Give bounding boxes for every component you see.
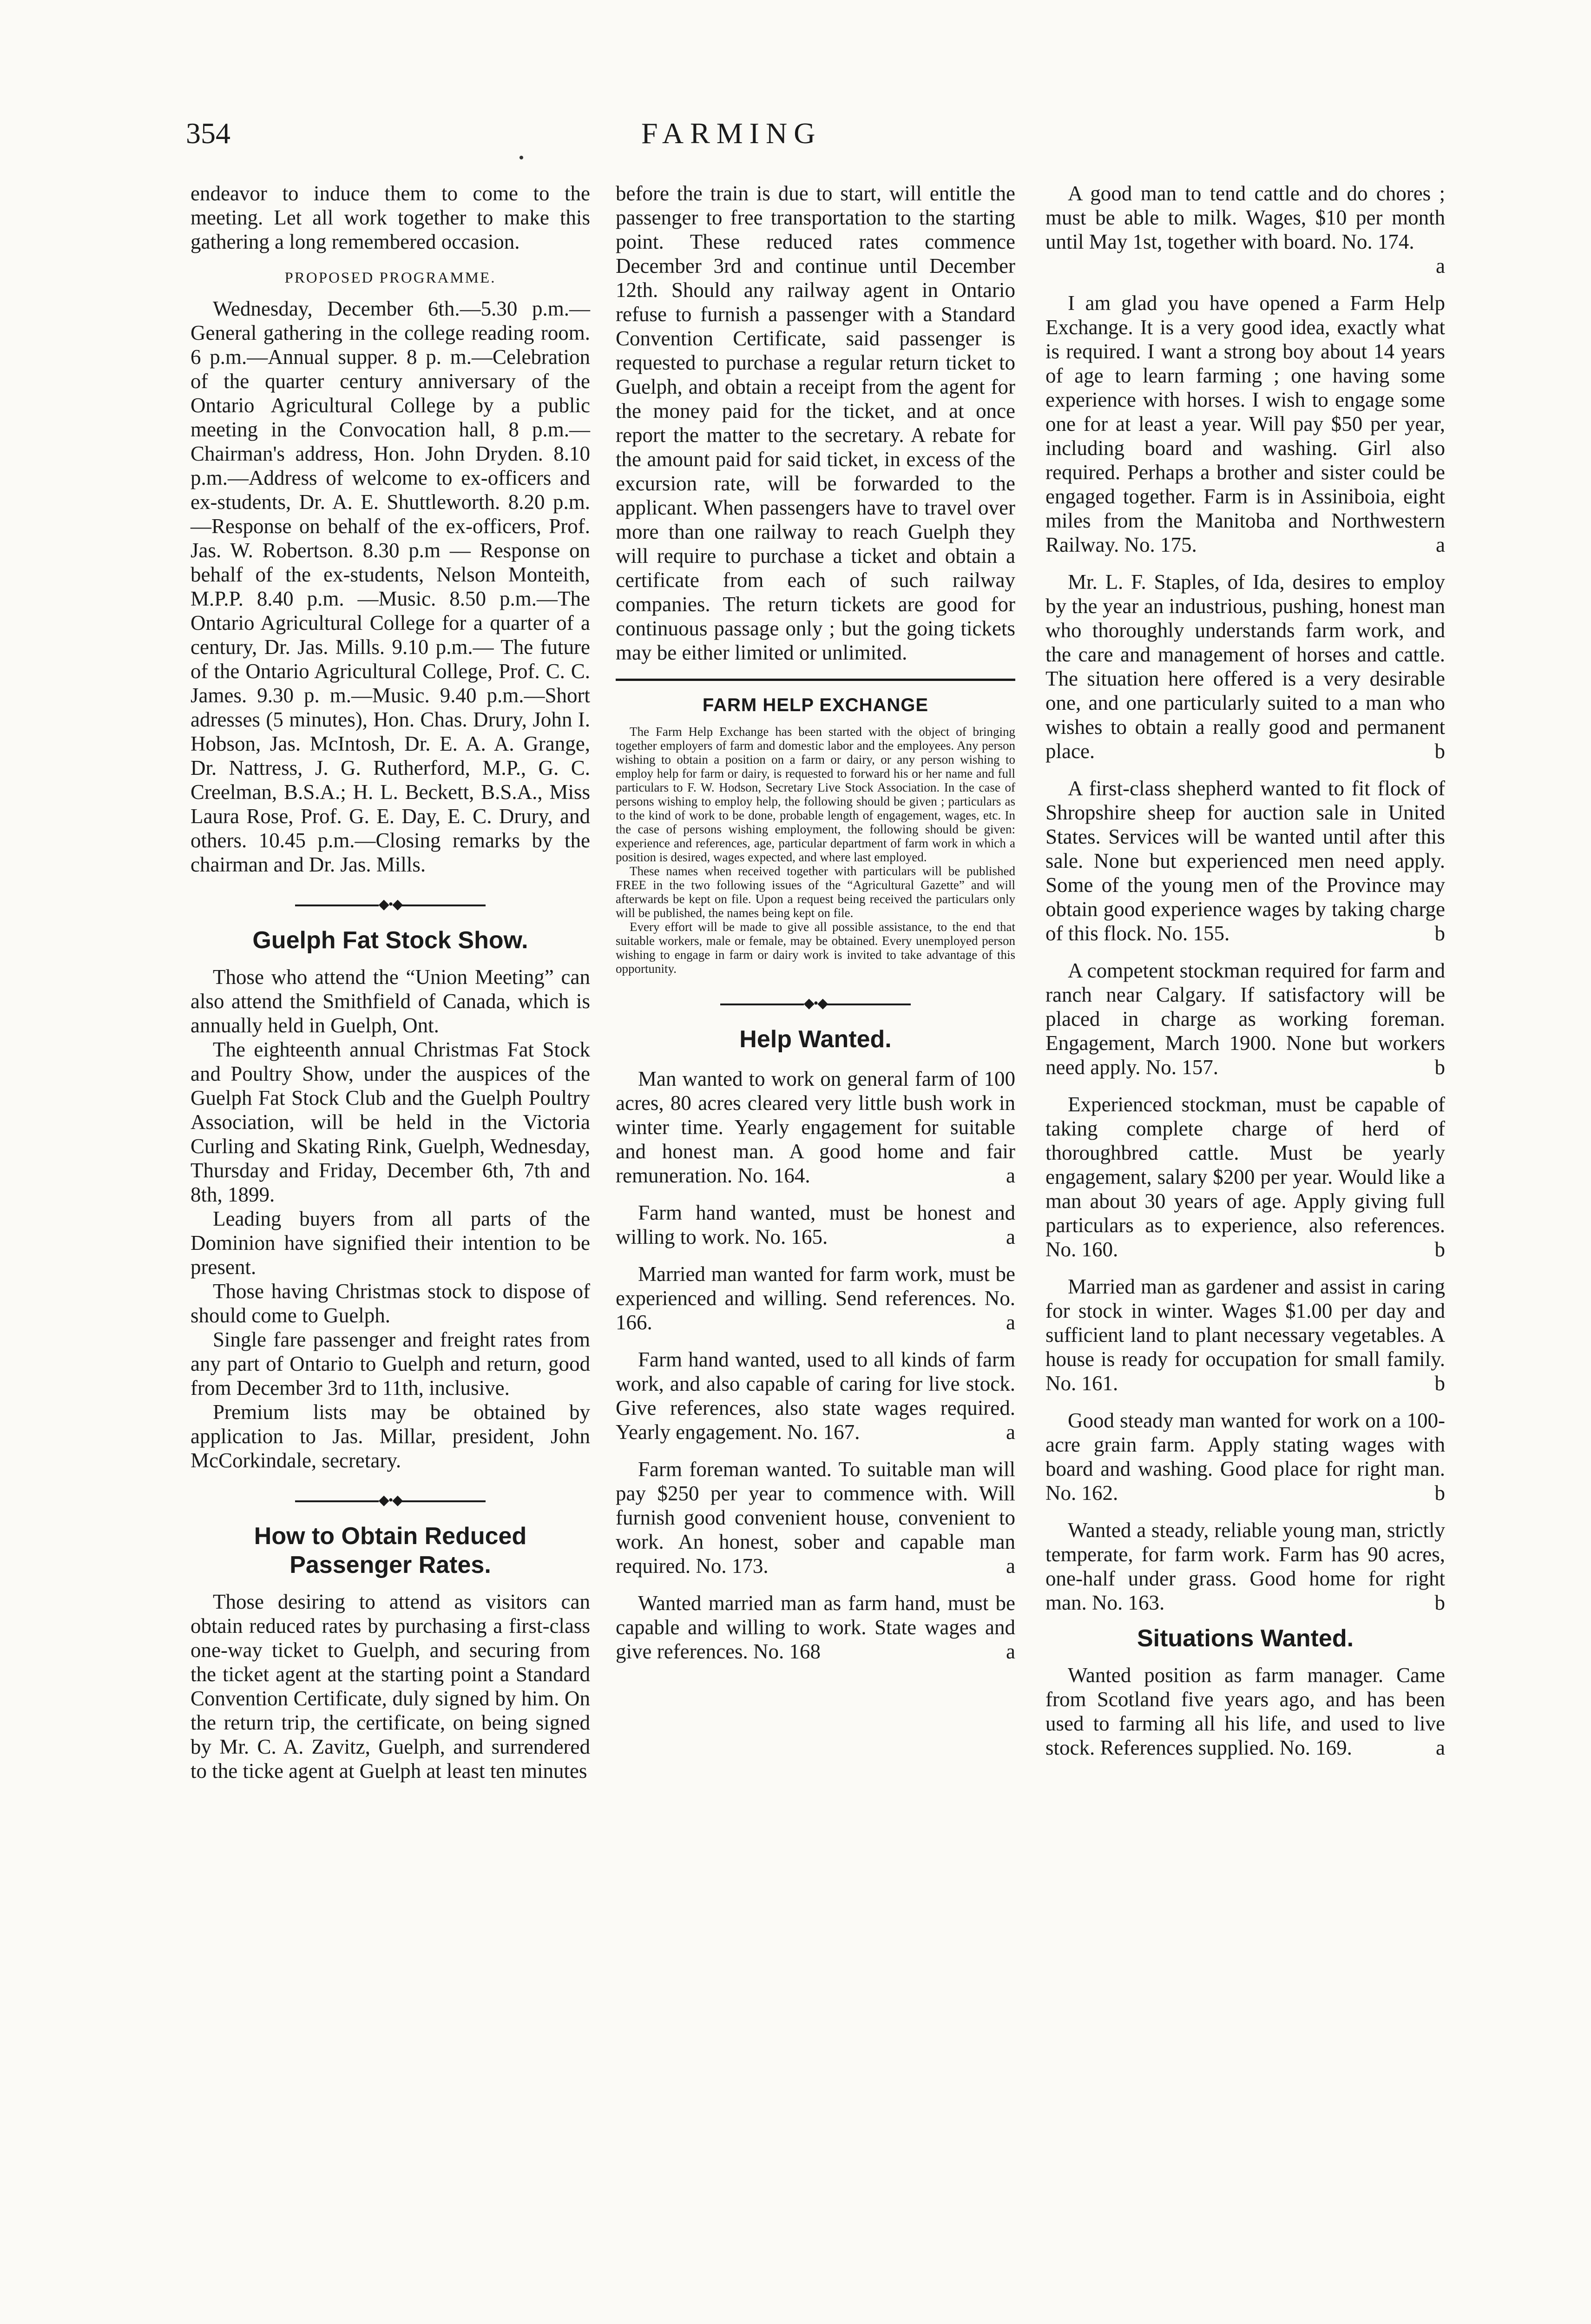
ad-item: Farm foreman wanted. To suitable man will pay $250 per year to commence with. Will furnish good convenient house, convenient to work. An honest, sober and capable man required. No. 173. a bbox=[616, 1458, 1015, 1578]
ad-code: b bbox=[1434, 1056, 1445, 1079]
exchange-title: FARM HELP EXCHANGE bbox=[702, 695, 929, 715]
ad-item: Experienced stockman, must be capable of taking complete charge of herd of thoroughbred cattle. Must be yearly engagement, salary $200 per year. Would like a man about 30 years of age. Apply giving full particulars as to experience, also references. No. 160. b bbox=[1045, 1093, 1445, 1261]
guelph-paragraph: The eighteenth annual Christmas Fat Stock and Poultry Show, under the auspices of the Guelph Fat Stock Club and the Guelph Poultry Association, will be held in the Victoria Curling and Skating Rink, Guelph, Wednesday, Thursday and Friday, December 6th, 7th and 8th, 1899. bbox=[191, 1038, 590, 1206]
ad-item: Farm hand wanted, used to all kinds of farm work, and also capable of caring for live stock. Give references, also state wages required. Yearly engagement. No. 167. a bbox=[616, 1348, 1015, 1444]
ad-code: a bbox=[1436, 254, 1445, 277]
exchange-paragraph: The Farm Help Exchange has been started with the object of bringing together employers of farm and domestic labor and the employees. Any person wishing to obtain a position on a farm or dairy, or any person wishing to employ help for farm or dairy, is requested to forward his or her name and full particulars to F. W. Hodson, Secretary Live Stock Association. In the case of persons wishing to employ help, the following should be given ; particulars as to the kind of work to be done, probable length of engagement, wages, etc. In the case of persons wishing employment, the following should be given: experience and references, age, particular department of farm work in which a position is desired, wages expected, and where last employed. bbox=[616, 725, 1015, 864]
guelph-paragraph: Single fare passenger and freight rates from any part of Ontario to Guelph and return, good from December 3rd to 11th, inclusive. bbox=[191, 1328, 590, 1400]
ad-code: a bbox=[1436, 533, 1445, 556]
programme-text: Wednesday, December 6th.—5.30 p.m.—General gathering in the college reading room. 6 p.m.—Annual supper. 8 p. m.—Celebration of the quarter century anniversary of the Ontario Agricultural College by a public meeting in the Convocation hall, 8 p.m.—Chairman's address, Hon. John Dryden. 8.10 p.m.—Address of welcome to ex-officers and ex-students, Dr. A. E. Shuttleworth. 8.20 p.m.—Response on behalf of the ex-officers, Prof. Jas. W. Robertson. 8.30 p.m — Response on behalf of the ex-students, Nelson Monteith, M.P.P. 8.40 p.m. —Music. 8.50 p.m.—The Ontario Agricultural College for a quarter of a century, Dr. Jas. Mills. 9.10 p.m.— The future of the Ontario Agricultural College, Prof. C. C. James. 9.30 p. m.—Music. 9.40 p.m.—Short adresses (5 minutes), Hon. Chas. Drury, John I. Hobson, Jas. McIntosh, Dr. E. A. A. Grange, Dr. Nattress, J. G. Rutherford, M.P., G. C. Creelman, B.S.A.; H. L. Beckett, B.S.A., Miss Laura Rose, Prof. G. E. Day, E. C. Drury, and others. 10.45 p.m.—Closing remarks by the chairman and Dr. Jas. Mills. bbox=[191, 297, 590, 876]
column-3 bbox=[1045, 181, 1445, 1760]
rates-continued: before the train is due to start, will entitle the passenger to free transportation to the starting point. These reduced rates commence December 3rd and continue until December 12th. Should any railway agent in Ontario refuse to furnish a passenger with a Standard Convention Certificate, said passenger is requested to purchase a regular return ticket to Guelph, and obtain a receipt from the agent for the money paid for the ticket, and at once report the matter to the secretary. A rebate for the amount paid for said ticket, in excess of the excursion rate, will be forwarded to the applicant. When passengers have to travel over more than one railway to reach Guelph they will require to purchase a ticket and obtain a certificate from each of such railway companies. The return tickets are good for continuous passage only ; but the going tickets may be either limited or unlimited. bbox=[616, 182, 1015, 664]
ad-item: I am glad you have opened a Farm Help Exchange. It is a very good idea, exactly what is required. I want a strong boy about 14 years of age to learn farming ; one having some experience with horses. I wish to engage some one for at least a year. Will pay $50 per year, including board and washing. Girl also required. Perhaps a brother and sister could be engaged together. Farm is in Assiniboia, eight miles from the Manitoba and Northwestern Railway. No. 175. a bbox=[1045, 291, 1445, 556]
exchange-notice bbox=[616, 725, 1015, 976]
ad-item: Good steady man wanted for work on a 100-acre grain farm. Apply stating wages with board and washing. Good place for right man. No. 162. b bbox=[1045, 1409, 1445, 1505]
ad-code: b bbox=[1434, 1372, 1445, 1395]
ad-item: A first-class shepherd wanted to fit flock of Shropshire sheep for auction sale in United States. Services will be wanted until after this sale. None but experienced men need apply. Some of the young men of the Province may obtain good experience wages by taking charge of this flock. No. 155. b bbox=[1045, 777, 1445, 945]
ornament-divider: ◆•◆ bbox=[191, 1488, 590, 1512]
guelph-paragraph: Those having Christmas stock to dispose of should come to Guelph. bbox=[191, 1280, 590, 1327]
column-2 bbox=[616, 181, 1015, 1664]
column-1 bbox=[191, 181, 590, 1783]
help-wanted-title: Help Wanted. bbox=[739, 1026, 892, 1053]
ornament-divider: ◆•◆ bbox=[191, 892, 590, 917]
ad-code: a bbox=[1006, 1640, 1015, 1663]
guelph-paragraph: Premium lists may be obtained by application to Jas. Millar, president, John McCorkindale, secretary. bbox=[191, 1400, 590, 1472]
ornament-divider: ◆•◆ bbox=[616, 991, 1015, 1016]
ad-code: b bbox=[1434, 922, 1445, 945]
ad-code: a bbox=[1006, 1225, 1015, 1248]
ad-item: Wanted married man as farm hand, must be capable and willing to work. State wages and give references. No. 168 a bbox=[616, 1591, 1015, 1663]
exchange-paragraph: These names when received together with particulars will be published FREE in the two following issues of the “Agricultural Gazette” and will afterwards be kept on file. Upon a request being received the particulars only will be published, the names being kept on file. bbox=[616, 864, 1015, 920]
rates-paragraph: Those desiring to attend as visitors can obtain reduced rates by purchasing a first-class one-way ticket to Guelph, and securing from the ticket agent at the starting point a Standard Convention Certificate, duly signed by him. On the return trip, the certificate, on being signed by Mr. C. A. Zavitz, Guelph, and surrendered to the ticke agent at Guelph at least ten minutes bbox=[191, 1590, 590, 1783]
ad-code: a bbox=[1006, 1554, 1015, 1578]
situations-wanted-title: Situations Wanted. bbox=[1137, 1625, 1354, 1652]
ad-item: Married man as gardener and assist in caring for stock in winter. Wages $1.00 per day and sufficient land to plant necessary vegetables. A house is ready for occupation for small family. No. 161. b bbox=[1045, 1275, 1445, 1395]
ad-item: Mr. L. F. Staples, of Ida, desires to employ by the year an industrious, pushing, honest man who thoroughly understands farm work, and the care and management of horses and cattle. The situation here offered is a very desirable one, and one particularly suited to a man who wishes to obtain a really good and permanent place. b bbox=[1045, 570, 1445, 763]
guelph-title: Guelph Fat Stock Show. bbox=[252, 927, 528, 954]
ad-item: Man wanted to work on general farm of 100 acres, 80 acres cleared very little bush work in winter time. Yearly engagement for suitable and honest man. A good home and fair remuneration. No. 164. a bbox=[616, 1067, 1015, 1187]
running-title: FARMING bbox=[641, 117, 822, 150]
guelph-paragraph: Leading buyers from all parts of the Dominion have signified their intention to be present. bbox=[191, 1207, 590, 1279]
programme-heading: PROPOSED PROGRAMME. bbox=[284, 270, 496, 286]
ad-code: a bbox=[1006, 1164, 1015, 1187]
guelph-paragraph: Those who attend the “Union Meeting” can also attend the Smithfield of Canada, which is annually held in Guelph, Ont. bbox=[191, 965, 590, 1037]
section-rule bbox=[616, 679, 1015, 681]
exchange-paragraph: Every effort will be made to give all possible assistance, to the end that suitable workers, male or female, may be obtained. Every unemployed person wishing to engage in farm or dairy work is invited to take advantage of this opportunity. bbox=[616, 920, 1015, 976]
ad-code: b bbox=[1434, 1481, 1445, 1505]
ad-item: A good man to tend cattle and do chores ; must be able to milk. Wages, $10 per month until May 1st, together with board. No. 174. a bbox=[1045, 182, 1445, 277]
ad-item: Wanted a steady, reliable young man, strictly temperate, for farm work. Farm has 90 acres, one-half under grass. Good home for right man. No. 163. b bbox=[1045, 1519, 1445, 1614]
situation-item: Wanted position as farm manager. Came from Scotland five years ago, and has been used to farming all his life, and used to live stock. References supplied. No. 169. a bbox=[1045, 1664, 1445, 1759]
ad-code: a bbox=[1006, 1311, 1015, 1334]
intro-paragraph: endeavor to induce them to come to the meeting. Let all work together to make this gathering a long remembered occasion. bbox=[191, 182, 590, 253]
page-number: 354 bbox=[186, 117, 230, 150]
ad-item: A competent stockman required for farm and ranch near Calgary. If satisfactory will be placed in charge as working foreman. Engagement, March 1900. None but workers need apply. No. 157. b bbox=[1045, 959, 1445, 1079]
ad-item: Farm hand wanted, must be honest and willing to work. No. 165. a bbox=[616, 1201, 1015, 1248]
ad-code: b bbox=[1434, 1591, 1445, 1614]
ad-code: b bbox=[1434, 1238, 1445, 1261]
ad-code: a bbox=[1436, 1736, 1445, 1759]
ad-code: a bbox=[1006, 1420, 1015, 1444]
ad-code: b bbox=[1434, 739, 1445, 763]
ad-item: Married man wanted for farm work, must be experienced and willing. Send references. No. 166. a bbox=[616, 1262, 1015, 1334]
ink-speck bbox=[519, 156, 523, 159]
rates-title: How to Obtain Reduced Passenger Rates. bbox=[254, 1523, 527, 1578]
